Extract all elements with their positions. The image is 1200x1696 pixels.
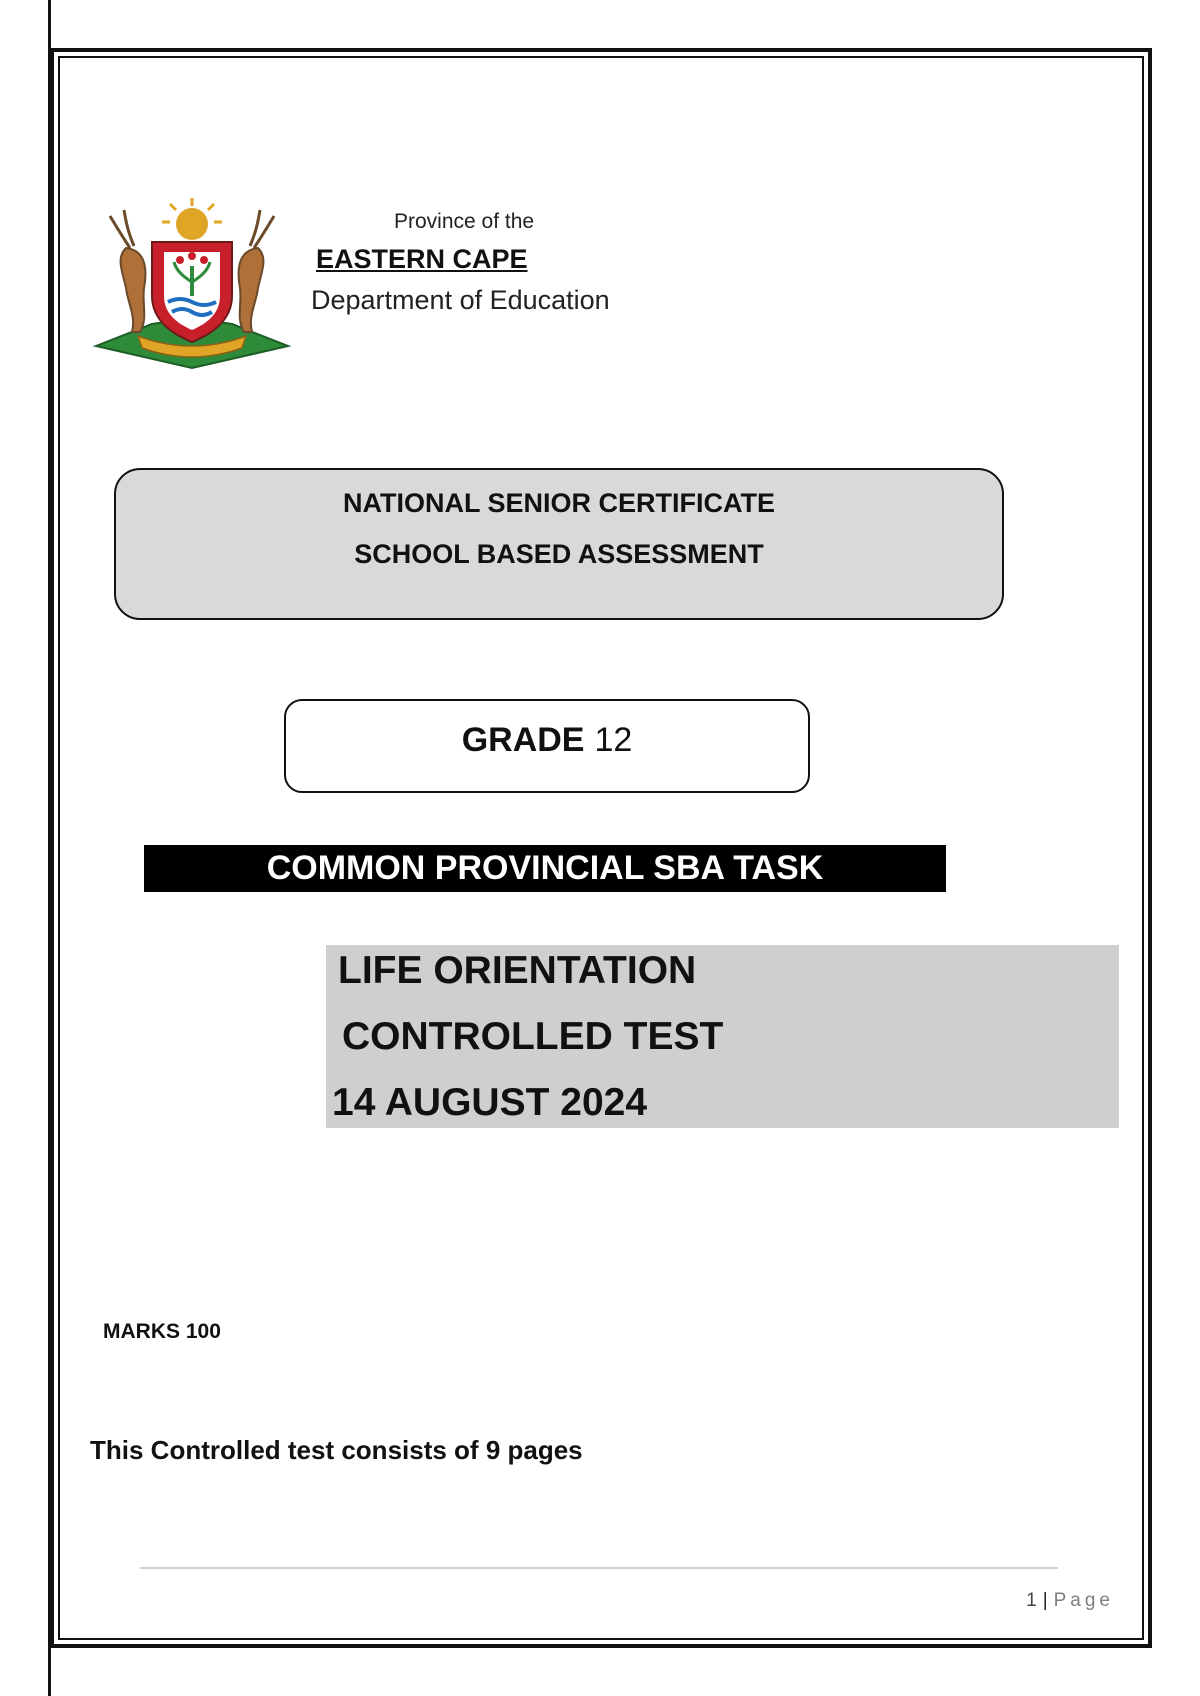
province-label: Province of the <box>394 210 535 233</box>
grade-heading <box>286 721 808 760</box>
page-count-note: This Controlled test consists of 9 pages <box>90 1435 583 1465</box>
subject-name: LIFE ORIENTATION <box>338 949 697 992</box>
province-name: EASTERN CAPE <box>316 244 528 274</box>
certificate-box <box>114 468 1004 620</box>
footer-divider <box>140 1567 1058 1569</box>
test-type: CONTROLLED TEST <box>342 1015 724 1058</box>
subject-box <box>326 945 1119 1128</box>
grade-label: GRADE <box>461 721 585 759</box>
page-word: Page <box>1053 1590 1114 1611</box>
grade-number: 12 <box>594 721 633 759</box>
assessment-title: SCHOOL BASED ASSESSMENT <box>354 539 764 569</box>
grade-box <box>284 699 810 793</box>
footer-separator: | <box>1042 1590 1048 1611</box>
page-footer <box>1026 1590 1114 1612</box>
coat-of-arms-icon <box>92 196 292 372</box>
total-marks: MARKS 100 <box>103 1320 221 1343</box>
test-date: 14 AUGUST 2024 <box>332 1081 648 1124</box>
department-name: Department of Education <box>311 285 610 315</box>
certificate-title: NATIONAL SENIOR CERTIFICATE <box>343 488 775 518</box>
task-banner: COMMON PROVINCIAL SBA TASK <box>144 845 946 892</box>
page-number: 1 <box>1026 1590 1037 1611</box>
